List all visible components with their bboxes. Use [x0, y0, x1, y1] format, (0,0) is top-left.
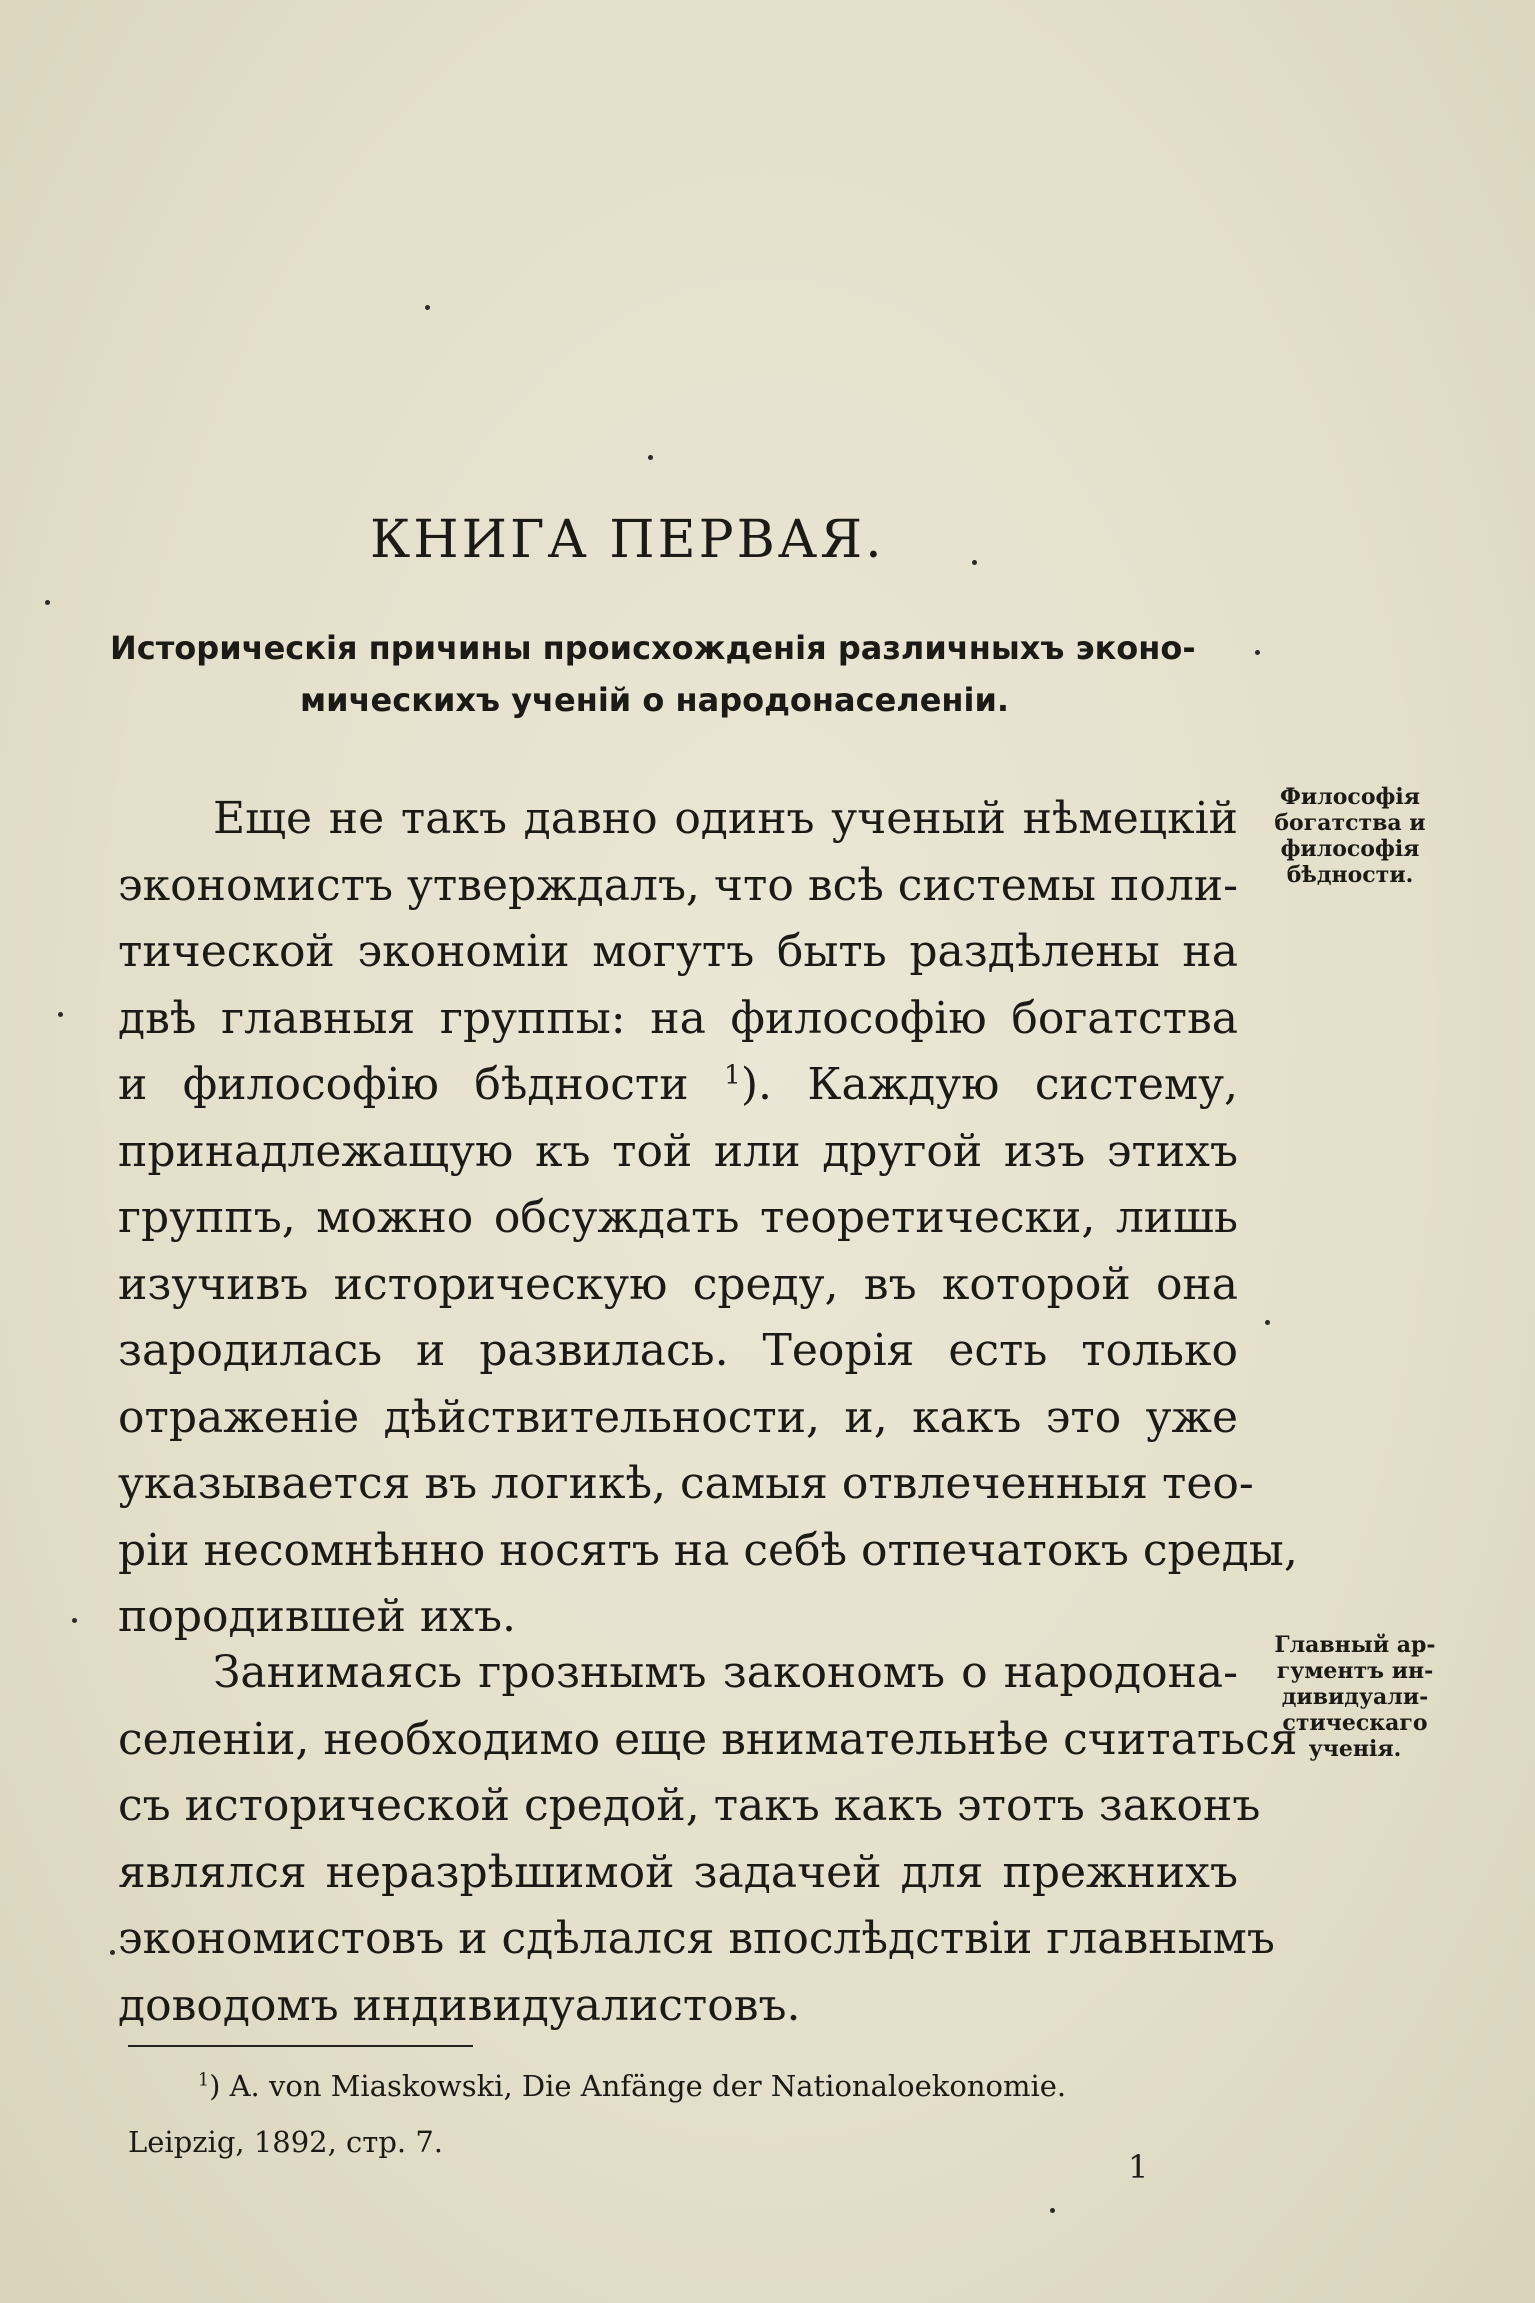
footnote-divider [128, 2045, 473, 2047]
text-line: селеніи, необходимо еще внимательнѣе считаться [118, 1713, 1298, 1765]
text-line: группъ, можно обсуждать теоретически, лишь [118, 1192, 1238, 1243]
margin-note-line: дивидуали- [1281, 1684, 1429, 1710]
text-line: Занимаясь грознымъ закономъ о народона- [213, 1647, 1238, 1698]
print-speck [648, 455, 653, 460]
paragraph-1 [118, 786, 1298, 1651]
margin-note-line: бѣдности. [1286, 862, 1414, 888]
print-speck [45, 600, 50, 605]
footnote-line-1 [128, 2058, 1258, 2114]
subtitle-line-2: мическихъ ученій о народонаселеніи. [300, 681, 1010, 719]
print-speck [72, 1618, 77, 1623]
footnote [128, 2058, 1258, 2170]
page-number: 1 [1128, 2148, 1149, 2186]
chapter-subtitle [110, 622, 1235, 726]
text-line: зародилась и развилась. Теорія есть только [118, 1325, 1238, 1376]
subtitle-line-1: Историческія причины происхожденія различныхъ эконо- [110, 629, 1196, 667]
text-line: экономистовъ и сдѣлался впослѣдствіи главнымъ [118, 1913, 1275, 1964]
margin-note-line: стическаго [1282, 1710, 1428, 1736]
text-line: Еще не такъ давно одинъ ученый нѣмецкій [213, 793, 1238, 844]
text-line: тической экономіи могутъ быть раздѣлены на [118, 926, 1238, 977]
print-speck [1255, 650, 1260, 655]
print-speck [1050, 2208, 1055, 2213]
text-line: съ исторической средой, такъ какъ этотъ законъ [118, 1780, 1261, 1831]
text-line: экономистъ утверждалъ, что всѣ системы поли- [118, 859, 1238, 911]
paragraph-2 [118, 1640, 1298, 2039]
print-speck [58, 1012, 63, 1017]
footnote-reference[interactable]: 1 [724, 1059, 741, 1091]
text-line: отраженіе дѣйствительности, и, какъ это уже [118, 1391, 1238, 1443]
margin-note-line: Главный ар- [1274, 1632, 1436, 1658]
print-speck [972, 560, 977, 565]
text-line: указывается въ логикѣ, самыя отвлеченныя тео- [118, 1458, 1254, 1509]
text-segment: и философію бѣдности [118, 1059, 689, 1110]
margin-note-argument [1255, 1632, 1455, 1762]
text-line: двѣ главныя группы: на философію богатства [118, 992, 1238, 1044]
text-line: ріи несомнѣнно носятъ на себѣ отпечатокъ среды, [118, 1524, 1298, 1576]
text-line: принадлежащую къ той или другой изъ этихъ [118, 1125, 1238, 1177]
print-speck [425, 305, 430, 310]
margin-note-line: гументъ ин- [1276, 1658, 1434, 1684]
margin-note-philosophy [1255, 784, 1445, 888]
text-line: изучивъ историческую среду, въ которой она [118, 1258, 1238, 1310]
margin-note-line: ученія. [1308, 1736, 1402, 1762]
footnote-marker: 1 [198, 2070, 210, 2091]
print-speck [110, 1950, 115, 1955]
book-title: КНИГА ПЕРВАЯ. [370, 510, 885, 570]
text-line: доводомъ индивидуалистовъ. [118, 1979, 801, 2031]
margin-note-line: богатства и [1274, 810, 1426, 836]
text-line: породившей ихъ. [118, 1591, 517, 1642]
margin-note-line: философія [1280, 836, 1420, 862]
print-speck [1265, 1320, 1270, 1325]
footnote-text: ) A. von Miaskowski, Die Anfänge der Nationaloekonomie. [209, 2069, 1067, 2103]
text-segment: ). Каждую систему, [740, 1059, 1238, 1110]
margin-note-line: Философія [1280, 784, 1420, 810]
text-line: являлся неразрѣшимой задачей для прежнихъ [118, 1846, 1238, 1898]
footnote-line-2: Leipzig, 1892, стр. 7. [128, 2125, 444, 2159]
text-line [118, 1052, 1238, 1119]
